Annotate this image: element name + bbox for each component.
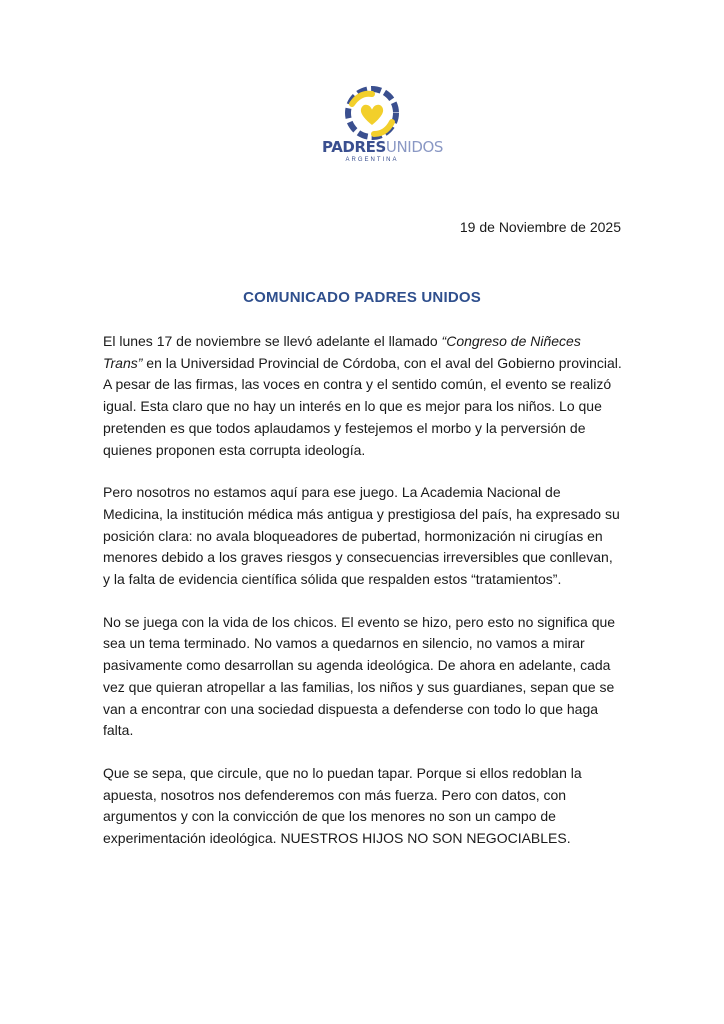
document-body bbox=[103, 331, 623, 871]
logo-wordmark: PADRESUNIDOS bbox=[322, 138, 443, 156]
logo-country: ARGENTINA bbox=[345, 157, 399, 163]
document-date: 19 de Noviembre de 2025 bbox=[459, 219, 621, 235]
paragraph: No se juega con la vida de los chicos. El evento se hizo, pero esto no significa que sea un tema terminado. No vamos a quedarnos en silencio, no vamos a mirar pasivamente como desarrollan su agenda ideológica. De ahora en adelante, cada vez que quieran atropellar a las familias, los niños y sus guardianes, sepan que se van a encontrar con una sociedad dispuesta a defenderse con todo lo que haga falta. bbox=[103, 613, 616, 739]
document-title: COMUNICADO PADRES UNIDOS bbox=[243, 289, 481, 306]
padres-unidos-logo bbox=[322, 86, 443, 186]
paragraph: Pero nosotros no estamos aquí para ese juego. La Academia Nacional de Medicina, la institución médica más antigua y prestigiosa del país, ha expresado su posición clara: no avala bloqueadores de pubertad, hormonización ni cirugías en menores debido a los graves riesgos y consecuencias irreversibles que conllevan, y la falta de evidencia científica sólida que respalden estos “tratamientos”. bbox=[103, 484, 620, 588]
hands-heart-icon bbox=[342, 86, 402, 140]
paragraph: Que se sepa, que circule, que no lo puedan tapar. Porque si ellos redoblan la apuesta, nosotros nos defenderemos con más fuerza. Pero con datos, con argumentos y con la convicción de que los menores no son un campo de experimentación ideológica. NUESTROS HIJOS NO SON NEGOCIABLES. bbox=[103, 764, 582, 847]
paragraph: El lunes 17 de noviembre se llevó adelante el llamado “Congreso de Niñeces Trans” en la Universidad Provincial de Córdoba, con el aval del Gobierno provincial. A pesar de las firmas, las voces en contra y el sentido común, el evento se realizó igual. Esta claro que no hay un interés en lo que es mejor para los niños. Lo que pretenden es que todos aplaudamos y festejemos el morbo y la perversión de quienes proponen esta corrupta ideología. bbox=[103, 333, 622, 458]
